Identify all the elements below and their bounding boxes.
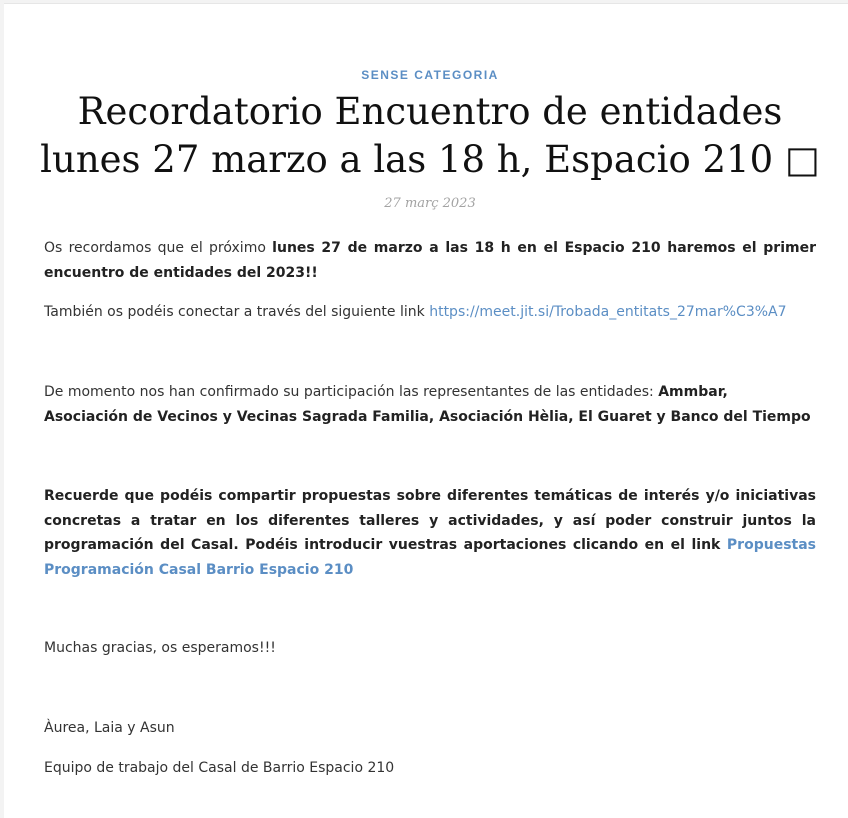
thanks-paragraph: Muchas gracias, os esperamos!!!	[44, 640, 276, 656]
category-link[interactable]: SENSE CATEGORIA	[361, 68, 499, 82]
post-title-line-2: lunes 27 marzo a las 18 h, Espacio 210 □	[40, 138, 820, 181]
participants-paragraph	[44, 380, 816, 429]
meeting-link-paragraph	[44, 300, 816, 325]
participants-text: De momento nos han confirmado su participación las representantes de las entidades:	[44, 384, 659, 400]
participants-list: Ammbar, Asociación de Vecinos y Vecinas Sagrada Familia, Asociación Hèlia, El Guaret y Banco del Tiempo	[44, 384, 811, 425]
meeting-link[interactable]: https://meet.jit.si/Trobada_entitats_27mar%C3%A7	[429, 304, 787, 320]
meeting-link-text: También os podéis conectar a través del siguiente link	[44, 304, 430, 320]
proposals-paragraph	[44, 484, 816, 582]
intro-text: Os recordamos que el próximo	[44, 240, 273, 256]
proposals-text: Recuerde que podéis compartir propuestas sobre diferentes temáticas de interés y/o iniciativas concretas a tratar en los diferentes talleres y actividades, y así poder construir juntos la programación del Casal. Podéis introducir vuestras aportaciones clicando en el link	[44, 488, 816, 553]
post-date: 27 març 2023	[384, 196, 476, 211]
post-title-line-1: Recordatorio Encuentro de entidades	[77, 90, 783, 133]
proposals-link[interactable]: Propuestas Programación Casal Barrio Espacio 210	[44, 537, 816, 578]
intro-bold-text: lunes 27 de marzo a las 18 h en el Espacio 210 haremos el primer encuentro de entidades del 2023!!	[44, 240, 816, 281]
article-page	[4, 3, 848, 818]
intro-paragraph	[44, 236, 816, 285]
signature-team: Equipo de trabajo del Casal de Barrio Espacio 210	[44, 760, 395, 776]
signature-names: Àurea, Laia y Asun	[44, 720, 175, 736]
post-title	[34, 88, 826, 184]
